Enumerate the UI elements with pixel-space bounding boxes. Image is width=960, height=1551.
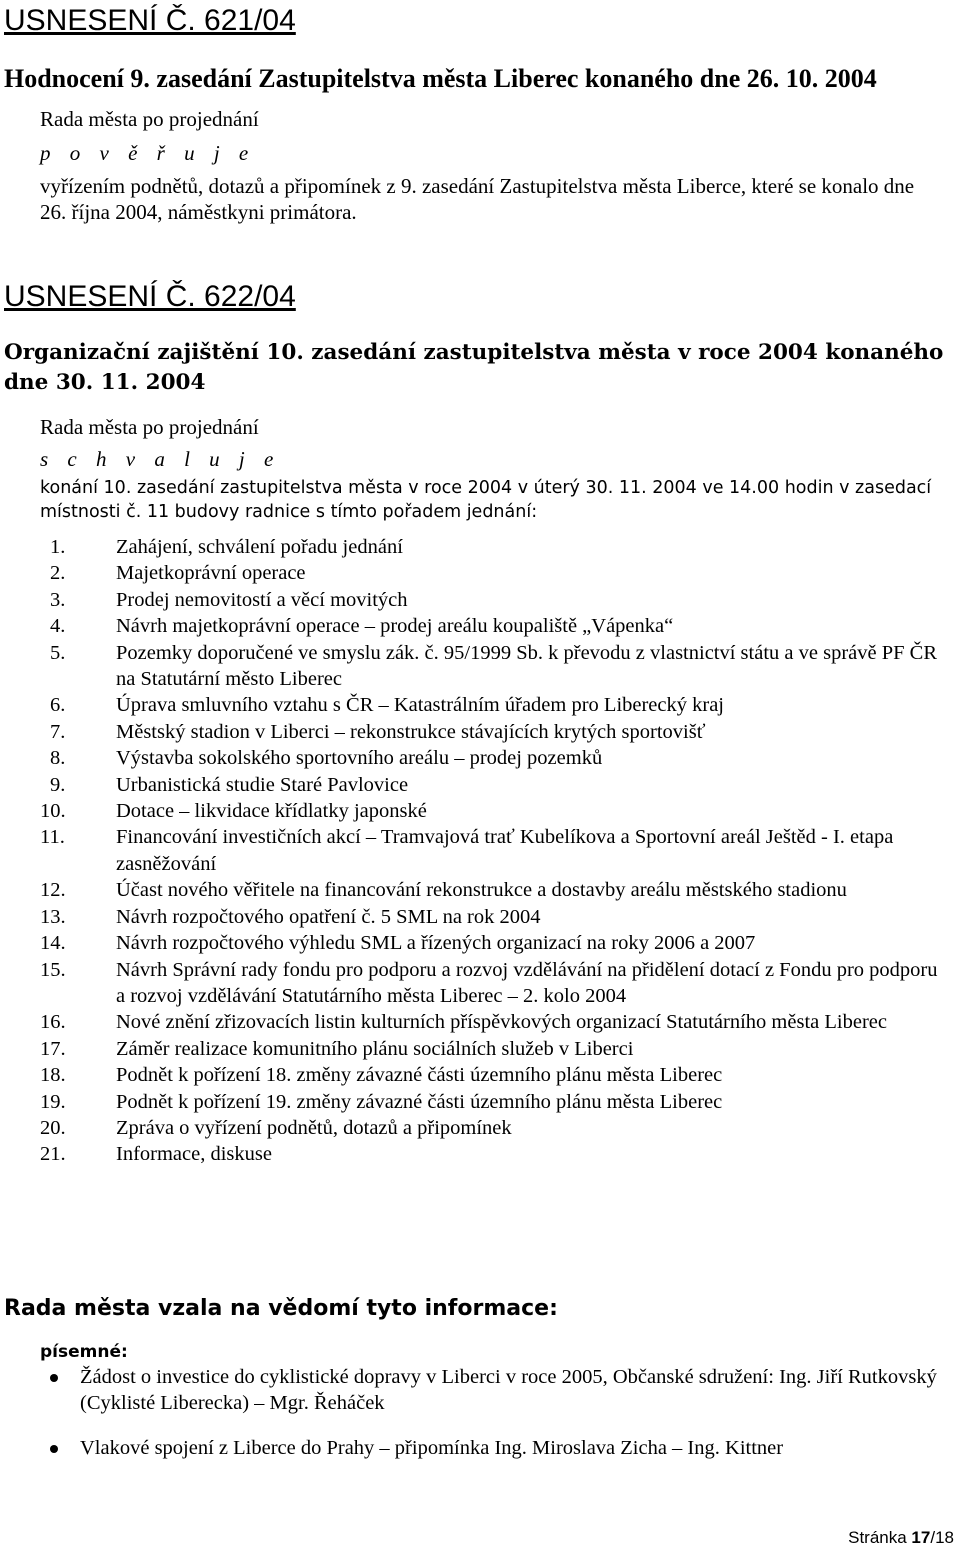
agenda-item-text: Prodej nemovitostí a věcí movitých bbox=[116, 588, 408, 611]
agenda-item bbox=[40, 560, 945, 586]
agenda-list bbox=[40, 534, 945, 1168]
agenda-item-number: 20. bbox=[40, 1116, 66, 1139]
agenda-item-text: Záměr realizace komunitního plánu sociálních služeb v Liberci bbox=[116, 1037, 634, 1060]
agenda-item-text: Podnět k pořízení 19. změny závazné části územního plánu města Liberec bbox=[116, 1090, 723, 1113]
agenda-item bbox=[40, 1062, 945, 1088]
bullet-icon bbox=[50, 1374, 58, 1382]
agenda-item-number: 18. bbox=[40, 1064, 66, 1087]
agenda-item-text: Návrh rozpočtového opatření č. 5 SML na rok 2004 bbox=[116, 905, 541, 928]
agenda-item bbox=[40, 798, 945, 824]
agenda-item-text: Účast nového věřitele na financování rekonstrukce a dostavby areálu městského stadionu bbox=[116, 879, 847, 902]
agenda-item-text: Úprava smluvního vztahu s ČR – Katastrálním úřadem pro Liberecký kraj bbox=[116, 694, 725, 717]
agenda-item bbox=[40, 1036, 945, 1062]
resolution-621-verb: p o v ě ř u j e bbox=[40, 141, 256, 165]
agenda-item bbox=[40, 957, 945, 1010]
resolution-622-heading: USNESENÍ Č. 622/04 bbox=[4, 280, 296, 313]
resolution-622-body: konání 10. zasedání zastupitelstva města v roce 2004 v úterý 30. 11. 2004 ve 14.00 hodin v zasedací místnosti č. 11 budovy radnice s tímto pořadem jednání: bbox=[40, 478, 932, 522]
agenda-item-number: 21. bbox=[40, 1143, 66, 1166]
agenda-item bbox=[40, 692, 945, 718]
agenda-item bbox=[40, 587, 945, 613]
agenda-item bbox=[40, 1115, 945, 1141]
resolution-621-title: Hodnocení 9. zasedání Zastupitelstva města Liberec konaného dne 26. 10. 2004 bbox=[4, 64, 877, 93]
agenda-item-number: 14. bbox=[40, 932, 66, 955]
page-number bbox=[848, 1527, 954, 1549]
resolution-621-heading: USNESENÍ Č. 621/04 bbox=[4, 4, 296, 37]
bullet-icon bbox=[50, 1445, 58, 1453]
agenda-item-text: Urbanistická studie Staré Pavlovice bbox=[116, 773, 409, 796]
agenda-item-text: Financování investičních akcí – Tramvajová trať Kubelíkova a Sportovní areál Ještěd - I. etapa zasněžování bbox=[116, 826, 894, 875]
agenda-item-text: Majetkoprávní operace bbox=[116, 562, 306, 585]
resolution-621-preamble: Rada města po projednání bbox=[40, 107, 259, 131]
information-item-text: Vlakové spojení z Liberce do Prahy – připomínka Ing. Miroslava Zicha – Ing. Kittner bbox=[80, 1436, 784, 1459]
agenda-item-text: Pozemky doporučené ve smyslu zák. č. 95/1999 Sb. k převodu z vlastnictví státu a ve správě PF ČR na Statutární město Liberec bbox=[116, 641, 938, 691]
agenda-item bbox=[40, 745, 945, 771]
agenda-item bbox=[40, 613, 945, 639]
agenda-item-number: 5. bbox=[50, 641, 66, 664]
agenda-item-number: 9. bbox=[50, 773, 66, 796]
agenda-item-number: 4. bbox=[50, 615, 66, 638]
agenda-item bbox=[40, 930, 945, 956]
information-item bbox=[40, 1435, 945, 1461]
information-item bbox=[40, 1364, 945, 1417]
resolution-622-verb: s c h v a l u j e bbox=[40, 447, 281, 471]
information-subheading: písemné: bbox=[40, 1342, 128, 1362]
agenda-item-number: 2. bbox=[50, 562, 66, 585]
agenda-item bbox=[40, 719, 945, 745]
information-list bbox=[40, 1364, 945, 1479]
agenda-item-number: 7. bbox=[50, 720, 66, 743]
information-item-text: Žádost o investice do cyklistické dopravy v Liberci v roce 2005, Občanské sdružení: Ing. Jiří Rutkovský (Cyklisté Liberecka) – Mgr. Řeháček bbox=[80, 1366, 937, 1415]
agenda-item-text: Městský stadion v Liberci – rekonstrukce stávajících krytých sportovišť bbox=[116, 720, 706, 743]
page-number-total: 18 bbox=[935, 1528, 954, 1547]
agenda-item bbox=[40, 772, 945, 798]
agenda-item-number: 12. bbox=[40, 879, 66, 902]
resolution-622-title: Organizační zajištění 10. zasedání zastupitelstva města v roce 2004 konaného dne 30. 11. 2004 bbox=[4, 340, 944, 395]
agenda-item-number: 17. bbox=[40, 1037, 66, 1060]
agenda-item-text: Zpráva o vyřízení podnětů, dotazů a připomínek bbox=[116, 1116, 512, 1139]
agenda-item-number: 13. bbox=[40, 905, 66, 928]
agenda-item bbox=[40, 877, 945, 903]
agenda-item-text: Nové znění zřizovacích listin kulturních příspěvkových organizací Statutárního města Liberec bbox=[116, 1011, 887, 1034]
page-number-current: 17 bbox=[911, 1528, 931, 1547]
agenda-item bbox=[40, 1089, 945, 1115]
agenda-item bbox=[40, 1009, 945, 1035]
agenda-item-number: 6. bbox=[50, 694, 66, 717]
agenda-item-text: Podnět k pořízení 18. změny závazné části územního plánu města Liberec bbox=[116, 1064, 723, 1087]
agenda-item-text: Dotace – likvidace křídlatky japonské bbox=[116, 800, 427, 823]
agenda-item-text: Návrh majetkoprávní operace – prodej areálu koupaliště „Vápenka“ bbox=[116, 615, 674, 638]
agenda-item bbox=[40, 824, 945, 877]
agenda-item-number: 1. bbox=[50, 536, 66, 558]
agenda-item-number: 19. bbox=[40, 1090, 66, 1113]
agenda-item-number: 15. bbox=[40, 958, 66, 981]
resolution-622-preamble: Rada města po projednání bbox=[40, 415, 259, 439]
agenda-item bbox=[40, 534, 945, 560]
agenda-item-text: Návrh Správní rady fondu pro podporu a rozvoj vzdělávání na přidělení dotací z Fondu pro podporu a rozvoj vzdělávání Statutárního města Liberec – 2. kolo 2004 bbox=[116, 958, 938, 1007]
agenda-item-number: 11. bbox=[40, 826, 65, 849]
page-number-separator: / bbox=[930, 1528, 936, 1547]
agenda-item-number: 8. bbox=[50, 747, 66, 770]
agenda-item-number: 10. bbox=[40, 800, 66, 823]
resolution-621-body: vyřízením podnětů, dotazů a připomínek z 9. zasedání Zastupitelstva města Liberce, které se konalo dne 26. října 2004, náměstkyni primátora. bbox=[40, 174, 915, 224]
agenda-item bbox=[40, 904, 945, 930]
agenda-item-text: Zahájení, schválení pořadu jednání bbox=[116, 536, 403, 558]
agenda-item-text: Výstavba sokolského sportovního areálu – prodej pozemků bbox=[116, 747, 603, 770]
agenda-item-number: 16. bbox=[40, 1011, 66, 1034]
agenda-item-number: 3. bbox=[50, 588, 66, 611]
agenda-item-text: Návrh rozpočtového výhledu SML a řízených organizací na roky 2006 a 2007 bbox=[116, 932, 756, 955]
page-number-label: Stránka bbox=[848, 1528, 912, 1547]
agenda-item-text: Informace, diskuse bbox=[116, 1143, 272, 1166]
agenda-item bbox=[40, 1141, 945, 1167]
information-heading: Rada města vzala na vědomí tyto informace: bbox=[4, 1296, 558, 1321]
agenda-item bbox=[40, 640, 945, 693]
